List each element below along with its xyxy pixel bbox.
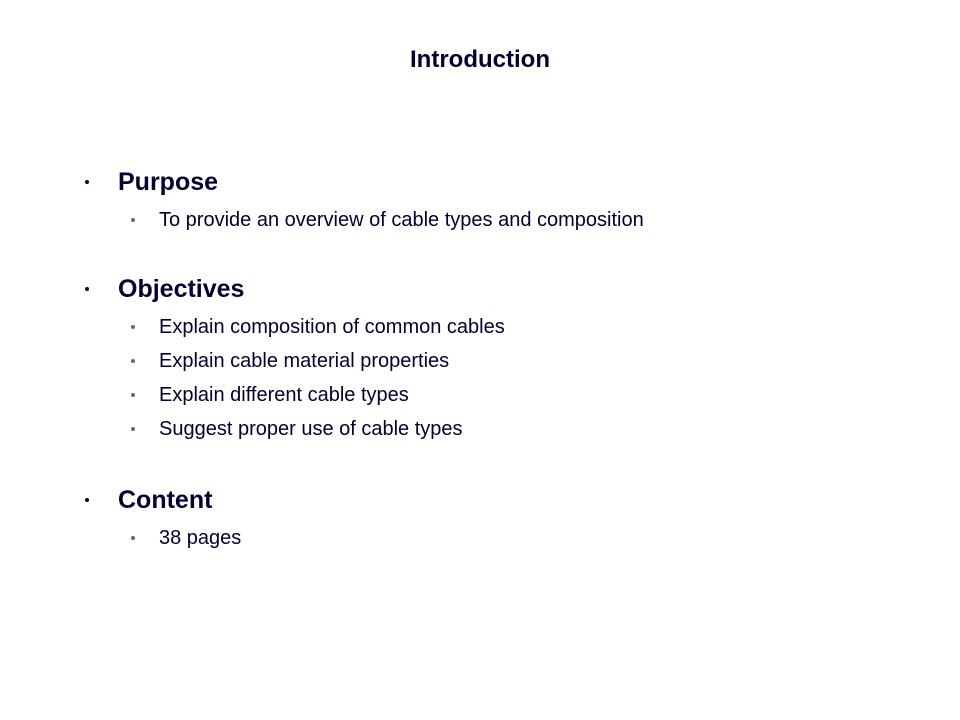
sub-list (80, 203, 920, 237)
sub-list (80, 521, 920, 555)
list-item-label: Explain composition of common cables (159, 316, 505, 338)
section-heading-label: Content (118, 486, 213, 514)
bullet-icon (131, 325, 135, 329)
list-item-label: To provide an overview of cable types and composition (159, 209, 644, 231)
list-item-label: Explain different cable types (159, 384, 409, 406)
bullet-icon (85, 180, 89, 184)
slide-title: Introduction (410, 46, 550, 73)
section-content (80, 483, 920, 555)
section-heading-purpose (80, 165, 920, 199)
list-item (80, 310, 920, 344)
list-item (80, 412, 920, 446)
list-item (80, 521, 920, 555)
bullet-icon (85, 287, 89, 291)
bullet-icon (131, 218, 135, 222)
list-item-label: 38 pages (159, 527, 242, 549)
section-heading-label: Objectives (118, 275, 245, 303)
bullet-icon (131, 393, 135, 397)
section-purpose (80, 165, 920, 237)
bullet-icon (131, 427, 135, 431)
section-heading-content (80, 483, 920, 517)
bullet-icon (85, 498, 89, 502)
list-item (80, 378, 920, 412)
list-item-label: Suggest proper use of cable types (159, 418, 463, 440)
bullet-icon (131, 536, 135, 540)
section-heading-objectives (80, 272, 920, 306)
list-item-label: Explain cable material properties (159, 350, 450, 372)
sub-list (80, 310, 920, 446)
section-objectives (80, 272, 920, 446)
list-item (80, 344, 920, 378)
list-item (80, 203, 920, 237)
section-heading-label: Purpose (118, 168, 219, 196)
bullet-icon (131, 359, 135, 363)
